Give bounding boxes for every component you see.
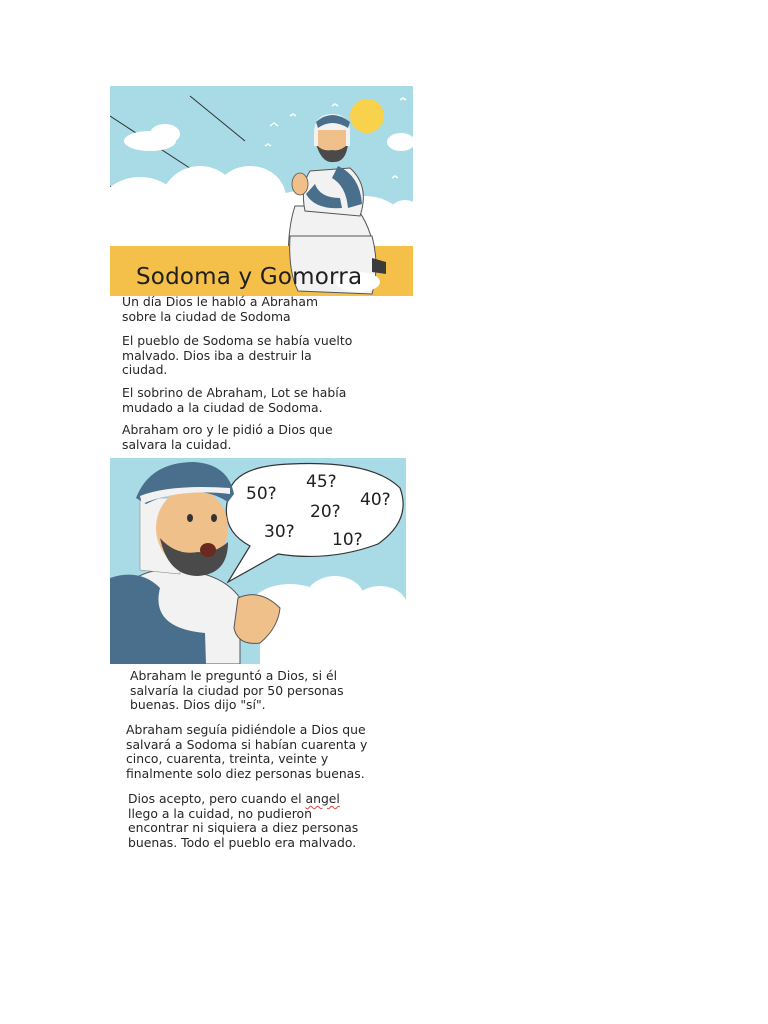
speech-number: 50?: [246, 484, 277, 504]
paragraph-5: Abraham le preguntó a Dios, si él salvaría la ciudad por 50 personas buenas. Dios dijo "sí".: [130, 668, 344, 713]
speech-number: 30?: [264, 522, 295, 542]
page-title: Sodoma y Gomorra: [136, 264, 363, 290]
sun-icon: [350, 99, 384, 133]
top-illustration-panel: [110, 86, 413, 296]
misspelled-word: angel: [305, 791, 340, 806]
bottom-illustration-panel: [110, 458, 406, 664]
paragraph-2: El pueblo de Sodoma se había vuelto malvado. Dios iba a destruir la ciudad.: [122, 333, 353, 378]
speech-number: 10?: [332, 530, 363, 550]
paragraph-4: Abraham oro y le pidió a Dios que salvara la cuidad.: [122, 422, 333, 452]
speech-number: 20?: [310, 502, 341, 522]
paragraph-3: El sobrino de Abraham, Lot se había mudado a la ciudad de Sodoma.: [122, 385, 347, 415]
paragraph-1: Un día Dios le habló a Abraham sobre la ciudad de Sodoma: [122, 294, 319, 324]
paragraph-7: Dios acepto, pero cuando el angel llego a la cuidad, no pudieron encontrar ni siquiera a diez personas buenas. Todo el pueblo era malvado.: [128, 791, 359, 850]
paragraph-6: Abraham seguía pidiéndole a Dios que salvará a Sodoma si habían cuarenta y cinco, cuarenta, treinta, veinte y finalmente solo diez personas buenas.: [126, 722, 368, 781]
speech-number: 40?: [360, 490, 391, 510]
speech-number: 45?: [306, 472, 337, 492]
